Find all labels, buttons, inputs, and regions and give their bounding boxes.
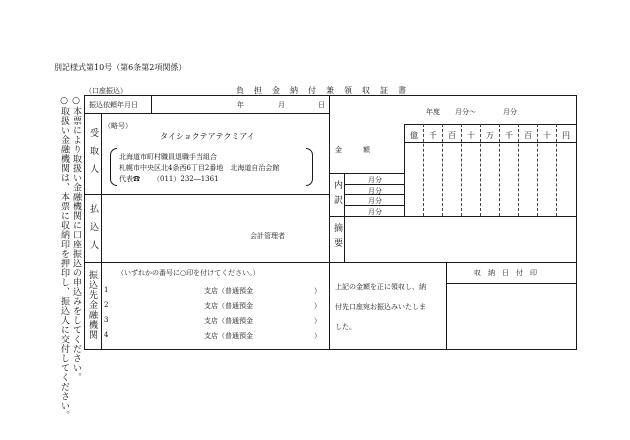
payer-role: 会計管理者 [250, 232, 285, 240]
digit-man: 万 [486, 131, 494, 140]
form-number: 別記様式第10号（第6条第2項関係） [54, 63, 187, 72]
recipient-address: 札幌市中央区北4条西6丁目2番地 北海道自治会館 [119, 164, 280, 172]
amount-label: 金 額 [335, 146, 370, 154]
digit-sen-1: 千 [429, 131, 437, 140]
digit-sen-2: 千 [505, 131, 513, 140]
breakdown-row-4: 月分 [368, 208, 382, 216]
recipient-phone: （011）232―1361 [153, 175, 219, 183]
bank-row-close: ） [314, 287, 321, 295]
receipt-stamp-label: 収 納 日 付 印 [474, 269, 537, 277]
digit-juu-2: 十 [543, 131, 551, 140]
bank-row-branch: 支店（普通預金 [204, 317, 253, 325]
account-type-label: （口座振込） [85, 87, 127, 95]
period-month-from: 月分〜 [455, 108, 476, 116]
bank-instruction: （いずれかの番号に○印を付けてください。） [117, 269, 260, 277]
request-date-month: 月 [278, 101, 285, 109]
request-date-label: 振込依頼年月日 [89, 101, 138, 109]
breakdown-row-1: 月分 [368, 176, 382, 184]
bank-row-branch: 支店（普通預金 [204, 302, 253, 310]
request-date-day: 日 [318, 101, 325, 109]
form-title: 負 担 金 納 付 兼 領 収 証 書 [236, 86, 407, 95]
recipient-phone-label: 代表☎ [119, 175, 140, 183]
bank-section-label: 振込先金融機関 [87, 270, 97, 340]
period-year: 年度 [426, 108, 440, 116]
side-note-1: ○本票により取扱い金融機関に口座振込の申込みをしてください。 [71, 96, 81, 382]
digit-juu-1: 十 [467, 131, 475, 140]
remarks-label: 摘要 [332, 223, 342, 253]
breakdown-label: 内訳 [332, 180, 342, 210]
breakdown-row-2: 月分 [368, 187, 382, 195]
bank-row-close: ） [314, 317, 321, 325]
digit-hyaku-1: 百 [448, 131, 456, 140]
payer-section-label: 払込人 [88, 204, 98, 258]
recipient-abbrev: タイショクテアテクミアイ [160, 132, 255, 141]
bank-row-close: ） [314, 302, 321, 310]
bank-row-branch: 支店（普通預金 [204, 332, 253, 340]
bank-row-number: 4 [104, 331, 109, 339]
bank-row-number: 2 [104, 301, 109, 309]
period-month-to: 月分 [503, 108, 517, 116]
bank-row-number: 1 [104, 286, 109, 294]
bank-row-branch: 支店（普通預金 [204, 287, 253, 295]
digit-oku: 億 [410, 131, 418, 140]
digit-hyaku-2: 百 [524, 131, 532, 140]
breakdown-row-3: 月分 [368, 197, 382, 205]
recipient-section-label: 受取人 [88, 128, 98, 182]
digit-en: 円 [562, 131, 570, 140]
recipient-bracket-right [306, 148, 313, 186]
request-date-year: 年 [237, 101, 244, 109]
receipt-message-line-1: 上記の金額を正に領収し、納 [335, 283, 426, 291]
recipient-name: 北海道市町村職員退職手当組合 [119, 153, 217, 161]
bank-row-number: 3 [104, 316, 109, 324]
recipient-bracket-left [110, 148, 117, 186]
side-note-2: ○取扱い金融機関は、本票に収納印を押印し、振込人に交付してください。 [59, 96, 69, 420]
abbrev-label: （略号） [104, 122, 132, 130]
receipt-message-line-3: した。 [335, 323, 356, 331]
bank-row-close: ） [314, 332, 321, 340]
receipt-message-line-2: 付先口座宛お振込みいたしま [335, 303, 426, 311]
